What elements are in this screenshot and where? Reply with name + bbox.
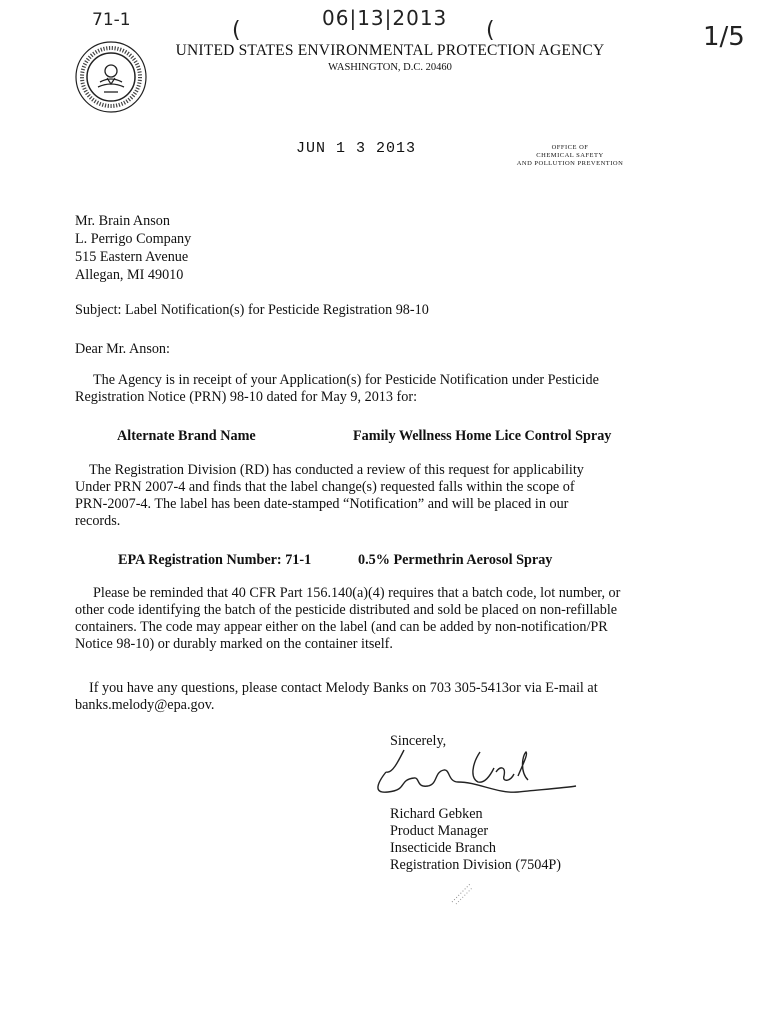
signer-division: Registration Division (7504P) [390, 857, 562, 873]
signer-block [390, 806, 561, 874]
paragraph-line: other code identifying the batch of the pesticide distributed and sold be placed on non-refillable [75, 602, 618, 618]
paragraph-line: Registration Notice (PRN) 98-10 dated for May 9, 2013 for: [75, 389, 418, 405]
office-line: AND POLLUTION PREVENTION [516, 160, 624, 167]
paragraph-line: PRN-2007-4. The label has been date-stamped “Notification” and will be placed in our [75, 496, 569, 512]
paragraph-line: Please be reminded that 40 CFR Part 156.140(a)(4) requires that a batch code, lot number, or [93, 585, 621, 601]
signer-branch: Insecticide Branch [390, 840, 496, 856]
paragraph-batch-code [75, 585, 675, 653]
paragraph-line: banks.melody@epa.gov. [75, 697, 215, 713]
signer-name: Richard Gebken [390, 806, 483, 822]
recipient-line: Allegan, MI 49010 [75, 267, 184, 283]
handwritten-mark: ( [232, 18, 241, 43]
handwritten-file-number: 71-1 [92, 10, 131, 30]
office-line: CHEMICAL SAFETY [536, 152, 604, 159]
agency-address: WASHINGTON, D.C. 20460 [328, 62, 452, 73]
closing-sincerely: Sincerely, [390, 733, 447, 749]
signer-title: Product Manager [390, 823, 489, 839]
paragraph-line: The Registration Division (RD) has conducted a review of this request for applicability [89, 462, 584, 478]
recipient-address [75, 212, 191, 284]
office-name [495, 144, 645, 168]
subject-line: Subject: Label Notification(s) for Pesticide Registration 98-10 [75, 302, 429, 318]
registration-number: EPA Registration Number: 71-1 [118, 552, 312, 568]
salutation: Dear Mr. Anson: [75, 341, 170, 357]
paragraph-line: If you have any questions, please contact Melody Banks on 703 305-5413or via E-mail at [89, 680, 598, 696]
paragraph-review [75, 462, 675, 530]
recipient-line: 515 Eastern Avenue [75, 249, 189, 265]
handwritten-date: 06|13|2013 [322, 6, 448, 30]
faint-stamp-mark [448, 880, 474, 906]
handwritten-signature [368, 742, 578, 802]
paragraph-contact [75, 680, 675, 714]
recipient-line: L. Perrigo Company [75, 231, 192, 247]
product-name: 0.5% Permethrin Aerosol Spray [358, 552, 553, 568]
handwritten-page-count: 1/5 [703, 22, 745, 52]
handwritten-mark: ( [486, 18, 495, 43]
epa-seal-icon [74, 40, 148, 114]
recipient-line: Mr. Brain Anson [75, 213, 170, 229]
alternate-brand-label: Alternate Brand Name [117, 428, 256, 444]
agency-name: UNITED STATES ENVIRONMENTAL PROTECTION AGENCY [175, 42, 605, 59]
paragraph-receipt [75, 372, 675, 406]
alternate-brand-value: Family Wellness Home Lice Control Spray [353, 428, 612, 444]
paragraph-line: records. [75, 513, 121, 529]
office-line: OFFICE OF [551, 144, 589, 151]
date-stamp: JUN 1 3 2013 [296, 140, 417, 157]
paragraph-line: containers. The code may appear either on the label (and can be added by non-notification/PR [75, 619, 608, 635]
paragraph-line: Under PRN 2007-4 and finds that the label change(s) requested falls within the scope of [75, 479, 575, 495]
paragraph-line: The Agency is in receipt of your Application(s) for Pesticide Notification under Pesticide [93, 372, 599, 388]
paragraph-line: Notice 98-10) or durably marked on the container itself. [75, 636, 393, 652]
